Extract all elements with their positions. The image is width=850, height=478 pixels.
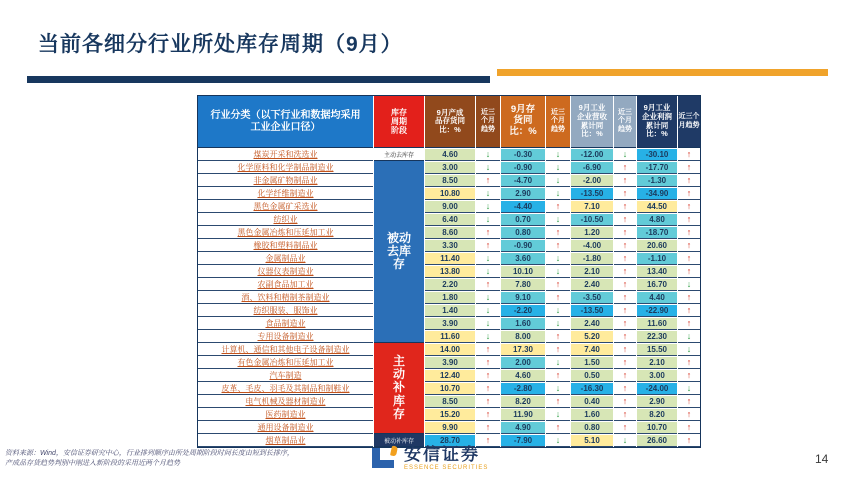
column-header: 9月工业企业利润累计同比：%: [637, 96, 677, 148]
value-cell: 7.10: [571, 200, 613, 213]
value-cell: 16.70: [637, 278, 677, 291]
value-cell: 0.80: [571, 421, 613, 434]
value-cell: 14.00: [425, 343, 475, 356]
industry-name: 计算机、通信和其他电子设备制造业: [198, 343, 373, 356]
value-cell: -4.70: [501, 174, 545, 187]
trend-up-icon: ↑: [476, 408, 500, 421]
value-cell: 11.90: [501, 408, 545, 421]
industry-name: 纺织服装、服饰业: [198, 304, 373, 317]
trend-up-icon: ↑: [614, 395, 636, 408]
trend-up-icon: ↑: [614, 304, 636, 317]
industry-name: 黑色金属矿采选业: [198, 200, 373, 213]
industry-name: 农副食品加工业: [198, 278, 373, 291]
industry-name: 食品制造业: [198, 317, 373, 330]
industry-name: 黑色金属冶炼和压延加工业: [198, 226, 373, 239]
value-cell: 4.90: [501, 421, 545, 434]
trend-up-icon: ↑: [476, 369, 500, 382]
trend-up-icon: ↑: [678, 395, 700, 408]
value-cell: 2.20: [425, 278, 475, 291]
value-cell: 4.60: [501, 369, 545, 382]
value-cell: 1.20: [571, 226, 613, 239]
trend-up-icon: ↑: [546, 395, 570, 408]
value-cell: 5.10: [571, 434, 613, 447]
value-cell: 1.60: [501, 317, 545, 330]
trend-up-icon: ↑: [678, 291, 700, 304]
value-cell: 8.00: [501, 330, 545, 343]
value-cell: 9.10: [501, 291, 545, 304]
value-cell: 10.70: [637, 421, 677, 434]
industry-name: 金属制品业: [198, 252, 373, 265]
value-cell: 4.80: [637, 213, 677, 226]
value-cell: 4.40: [637, 291, 677, 304]
industry-name: 化学原料和化学制品制造业: [198, 161, 373, 174]
value-cell: 44.50: [637, 200, 677, 213]
trend-up-icon: ↑: [678, 187, 700, 200]
value-cell: -13.50: [571, 304, 613, 317]
value-cell: 3.90: [425, 356, 475, 369]
essence-logo-icon: [372, 446, 398, 470]
trend-up-icon: ↑: [614, 174, 636, 187]
inventory-table: [197, 95, 701, 448]
value-cell: 0.50: [571, 369, 613, 382]
trend-down-icon: ↓: [476, 187, 500, 200]
trend-down-icon: ↓: [546, 434, 570, 447]
trend-down-icon: ↓: [476, 291, 500, 304]
value-cell: 22.30: [637, 330, 677, 343]
trend-down-icon: ↓: [546, 213, 570, 226]
industry-name: 烟草制品业: [198, 434, 373, 447]
value-cell: -1.10: [637, 252, 677, 265]
page-title: 当前各细分行业所处库存周期（9月）: [38, 33, 403, 56]
value-cell: 11.60: [637, 317, 677, 330]
value-cell: -4.00: [571, 239, 613, 252]
trend-up-icon: ↑: [614, 291, 636, 304]
trend-up-icon: ↑: [614, 213, 636, 226]
trend-up-icon: ↑: [614, 252, 636, 265]
value-cell: -0.90: [501, 161, 545, 174]
value-cell: -4.40: [501, 200, 545, 213]
trend-up-icon: ↑: [678, 434, 700, 447]
column-header: 近三个月趋势: [678, 96, 700, 148]
trend-down-icon: ↓: [546, 408, 570, 421]
value-cell: -2.80: [501, 382, 545, 395]
trend-down-icon: ↓: [476, 330, 500, 343]
trend-down-icon: ↓: [678, 330, 700, 343]
trend-up-icon: ↑: [678, 317, 700, 330]
trend-up-icon: ↑: [678, 408, 700, 421]
industry-name: 酒、饮料和精制茶制造业: [198, 291, 373, 304]
value-cell: 2.10: [637, 356, 677, 369]
industry-name: 非金属矿物制品业: [198, 174, 373, 187]
trend-up-icon: ↑: [614, 382, 636, 395]
trend-up-icon: ↑: [476, 382, 500, 395]
trend-up-icon: ↑: [476, 343, 500, 356]
value-cell: -34.90: [637, 187, 677, 200]
trend-down-icon: ↓: [546, 252, 570, 265]
trend-down-icon: ↓: [546, 304, 570, 317]
value-cell: 28.70: [425, 434, 475, 447]
value-cell: 3.00: [425, 161, 475, 174]
trend-up-icon: ↑: [678, 213, 700, 226]
value-cell: -22.90: [637, 304, 677, 317]
value-cell: 9.90: [425, 421, 475, 434]
value-cell: 4.60: [425, 148, 475, 161]
value-cell: -13.50: [571, 187, 613, 200]
value-cell: 20.60: [637, 239, 677, 252]
trend-down-icon: ↓: [546, 356, 570, 369]
column-header: 近三个月趋势: [614, 96, 636, 148]
value-cell: 2.10: [571, 265, 613, 278]
trend-up-icon: ↑: [678, 252, 700, 265]
value-cell: 10.10: [501, 265, 545, 278]
trend-up-icon: ↑: [546, 369, 570, 382]
trend-down-icon: ↓: [678, 278, 700, 291]
value-cell: 3.60: [501, 252, 545, 265]
trend-up-icon: ↑: [678, 265, 700, 278]
industry-name: 皮革、毛皮、羽毛及其制品和制鞋业: [198, 382, 373, 395]
value-cell: -1.80: [571, 252, 613, 265]
value-cell: 8.50: [425, 174, 475, 187]
trend-down-icon: ↓: [476, 252, 500, 265]
trend-up-icon: ↑: [614, 408, 636, 421]
value-cell: 7.80: [501, 278, 545, 291]
trend-up-icon: ↑: [476, 421, 500, 434]
trend-up-icon: ↑: [678, 148, 700, 161]
value-cell: 3.90: [425, 317, 475, 330]
value-cell: 15.20: [425, 408, 475, 421]
industry-name: 纺织业: [198, 213, 373, 226]
value-cell: -17.70: [637, 161, 677, 174]
industry-name: 化学纤维制造业: [198, 187, 373, 200]
value-cell: -24.00: [637, 382, 677, 395]
trend-up-icon: ↑: [546, 291, 570, 304]
value-cell: 2.90: [501, 187, 545, 200]
industry-name: 专用设备制造业: [198, 330, 373, 343]
page-number: 14: [815, 452, 829, 466]
logo-text-cn: 安信证券: [404, 445, 480, 464]
trend-up-icon: ↑: [476, 174, 500, 187]
value-cell: 1.80: [425, 291, 475, 304]
footnote: [5, 449, 370, 469]
trend-up-icon: ↑: [678, 304, 700, 317]
industry-name: 汽车制造: [198, 369, 373, 382]
value-cell: -6.90: [571, 161, 613, 174]
company-logo: [372, 446, 488, 471]
trend-up-icon: ↑: [476, 226, 500, 239]
trend-down-icon: ↓: [546, 187, 570, 200]
value-cell: 2.40: [571, 317, 613, 330]
value-cell: -18.70: [637, 226, 677, 239]
trend-down-icon: ↓: [678, 382, 700, 395]
value-cell: -10.50: [571, 213, 613, 226]
trend-up-icon: ↑: [476, 434, 500, 447]
column-header: 库存周期阶段: [374, 96, 424, 148]
value-cell: 2.40: [571, 278, 613, 291]
trend-up-icon: ↑: [678, 226, 700, 239]
value-cell: 15.50: [637, 343, 677, 356]
trend-down-icon: ↓: [614, 434, 636, 447]
column-header: 9月工业企业营收累计同比：%: [571, 96, 613, 148]
trend-down-icon: ↓: [614, 148, 636, 161]
trend-up-icon: ↑: [546, 343, 570, 356]
value-cell: 8.20: [637, 408, 677, 421]
trend-down-icon: ↓: [476, 213, 500, 226]
trend-down-icon: ↓: [476, 304, 500, 317]
trend-up-icon: ↑: [678, 356, 700, 369]
value-cell: 3.00: [637, 369, 677, 382]
trend-up-icon: ↑: [546, 200, 570, 213]
trend-down-icon: ↓: [546, 161, 570, 174]
industry-name: 有色金属冶炼和压延加工业: [198, 356, 373, 369]
value-cell: 0.40: [571, 395, 613, 408]
value-cell: -0.90: [501, 239, 545, 252]
footnote-line: 资料来源：Wind，安信证券研究中心，行业排列顺序由所处周期阶段时间长度由短到长排序，: [5, 450, 294, 457]
value-cell: 6.40: [425, 213, 475, 226]
value-cell: 1.60: [571, 408, 613, 421]
value-cell: 11.60: [425, 330, 475, 343]
value-cell: 12.40: [425, 369, 475, 382]
trend-up-icon: ↑: [614, 330, 636, 343]
industry-name: 医药制造业: [198, 408, 373, 421]
trend-up-icon: ↑: [678, 239, 700, 252]
trend-up-icon: ↑: [614, 317, 636, 330]
column-header: 9月产成品存货同比：%: [425, 96, 475, 148]
value-cell: 8.20: [501, 395, 545, 408]
column-header: 9月存货同比：%: [501, 96, 545, 148]
stage-cell: 被动补库存: [374, 434, 424, 447]
industry-name: 仪器仪表制造业: [198, 265, 373, 278]
value-cell: 10.80: [425, 187, 475, 200]
value-cell: 8.50: [425, 395, 475, 408]
trend-up-icon: ↑: [476, 239, 500, 252]
value-cell: 11.40: [425, 252, 475, 265]
trend-down-icon: ↓: [546, 148, 570, 161]
trend-up-icon: ↑: [614, 356, 636, 369]
trend-down-icon: ↓: [546, 174, 570, 187]
value-cell: 9.00: [425, 200, 475, 213]
industry-name: 电气机械及器材制造业: [198, 395, 373, 408]
value-cell: 10.70: [425, 382, 475, 395]
accent-bar: [497, 69, 828, 76]
value-cell: -2.00: [571, 174, 613, 187]
trend-up-icon: ↑: [614, 265, 636, 278]
trend-up-icon: ↑: [546, 421, 570, 434]
trend-up-icon: ↑: [546, 239, 570, 252]
trend-down-icon: ↓: [476, 148, 500, 161]
value-cell: 2.90: [637, 395, 677, 408]
trend-down-icon: ↓: [546, 382, 570, 395]
trend-up-icon: ↑: [678, 369, 700, 382]
value-cell: 13.80: [425, 265, 475, 278]
trend-down-icon: ↓: [476, 265, 500, 278]
trend-up-icon: ↑: [678, 200, 700, 213]
trend-down-icon: ↓: [546, 317, 570, 330]
trend-up-icon: ↑: [678, 174, 700, 187]
value-cell: -0.30: [501, 148, 545, 161]
logo-text-en: ESSENCE SECURITIES: [404, 465, 489, 471]
trend-up-icon: ↑: [614, 239, 636, 252]
value-cell: -2.20: [501, 304, 545, 317]
trend-down-icon: ↓: [476, 317, 500, 330]
trend-down-icon: ↓: [476, 200, 500, 213]
value-cell: 5.20: [571, 330, 613, 343]
value-cell: -3.50: [571, 291, 613, 304]
industry-name: 橡胶和塑料制品业: [198, 239, 373, 252]
trend-up-icon: ↑: [614, 421, 636, 434]
trend-up-icon: ↑: [546, 226, 570, 239]
value-cell: -16.30: [571, 382, 613, 395]
value-cell: 2.00: [501, 356, 545, 369]
value-cell: 0.80: [501, 226, 545, 239]
column-header: 近三个月趋势: [476, 96, 500, 148]
trend-up-icon: ↑: [614, 187, 636, 200]
stage-cell: 主动去库存: [374, 148, 424, 161]
value-cell: 13.40: [637, 265, 677, 278]
value-cell: 1.50: [571, 356, 613, 369]
trend-up-icon: ↑: [476, 356, 500, 369]
column-header: 行业分类（以下行业和数据均采用工业企业口径）: [198, 96, 373, 148]
trend-up-icon: ↑: [614, 226, 636, 239]
value-cell: 17.30: [501, 343, 545, 356]
value-cell: 1.40: [425, 304, 475, 317]
value-cell: 7.40: [571, 343, 613, 356]
value-cell: -1.30: [637, 174, 677, 187]
value-cell: -7.90: [501, 434, 545, 447]
value-cell: 3.30: [425, 239, 475, 252]
stage-cell: 被动去库存: [374, 161, 424, 343]
trend-up-icon: ↑: [614, 278, 636, 291]
trend-up-icon: ↑: [476, 278, 500, 291]
trend-down-icon: ↓: [476, 161, 500, 174]
trend-down-icon: ↓: [678, 343, 700, 356]
title-underline-bar: [27, 76, 490, 83]
value-cell: 8.60: [425, 226, 475, 239]
trend-up-icon: ↑: [614, 343, 636, 356]
stage-cell: 主动补库存: [374, 343, 424, 434]
value-cell: 26.60: [637, 434, 677, 447]
trend-up-icon: ↑: [614, 200, 636, 213]
trend-up-icon: ↑: [476, 395, 500, 408]
trend-up-icon: ↑: [614, 161, 636, 174]
value-cell: 0.70: [501, 213, 545, 226]
footnote-line: 产成品存货趋势判别中刚进入新阶段的采用近两个月趋势: [5, 460, 180, 468]
trend-up-icon: ↑: [546, 330, 570, 343]
column-header: 近三个月趋势: [546, 96, 570, 148]
trend-up-icon: ↑: [614, 369, 636, 382]
trend-up-icon: ↑: [678, 161, 700, 174]
value-cell: -12.00: [571, 148, 613, 161]
value-cell: -30.10: [637, 148, 677, 161]
trend-up-icon: ↑: [546, 278, 570, 291]
industry-name: 通用设备制造业: [198, 421, 373, 434]
trend-down-icon: ↓: [546, 265, 570, 278]
industry-name: 煤炭开采和洗选业: [198, 148, 373, 161]
trend-up-icon: ↑: [678, 421, 700, 434]
